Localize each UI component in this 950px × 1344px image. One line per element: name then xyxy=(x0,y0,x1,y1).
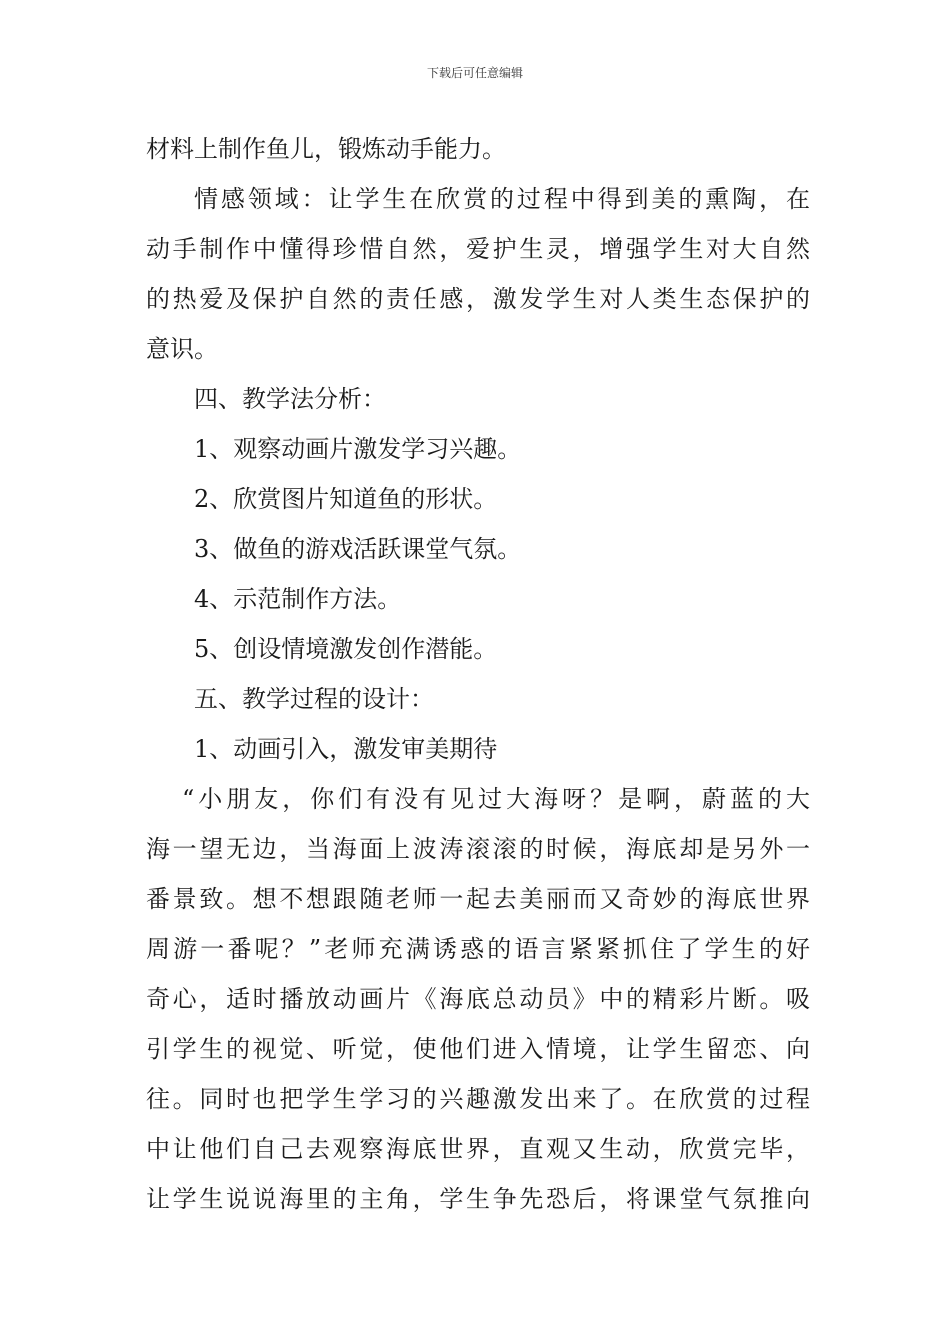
paragraph-line: 动手制作中懂得珍惜自然，爱护生灵，增强学生对大自然 xyxy=(146,235,810,263)
subsection-heading: 1、动画引入，激发审美期待 xyxy=(194,735,498,763)
paragraph-line: 奇心，适时播放动画片《海底总动员》中的精彩片断。吸 xyxy=(146,985,810,1013)
page-header: 下载后可任意编辑 xyxy=(426,66,523,80)
paragraph-line: 往。同时也把学生学习的兴趣激发出来了。在欣赏的过程 xyxy=(146,1085,810,1113)
paragraph-line: 情感领域：让学生在欣赏的过程中得到美的熏陶，在 xyxy=(194,185,810,213)
paragraph-line: 周游一番呢？”老师充满诱惑的语言紧紧抓住了学生的好 xyxy=(146,935,810,963)
section-heading: 四、教学法分析： xyxy=(194,385,386,413)
paragraph-line: 材料上制作鱼儿，锻炼动手能力。 xyxy=(146,135,506,163)
paragraph-line: 意识。 xyxy=(146,335,218,363)
paragraph-line: 让学生说说海里的主角，学生争先恐后，将课堂气氛推向 xyxy=(146,1185,810,1213)
paragraph-line: 的热爱及保护自然的责任感，激发学生对人类生态保护的 xyxy=(146,285,810,313)
list-item: 5、创设情境激发创作潜能。 xyxy=(194,635,498,663)
paragraph-line: 引学生的视觉、听觉，使他们进入情境，让学生留恋、向 xyxy=(146,1035,810,1063)
list-item: 4、示范制作方法。 xyxy=(194,585,402,613)
paragraph-line: 中让他们自己去观察海底世界，直观又生动，欣赏完毕， xyxy=(146,1135,810,1163)
list-item: 2、欣赏图片知道鱼的形状。 xyxy=(194,485,498,513)
section-heading: 五、教学过程的设计： xyxy=(194,685,434,713)
paragraph-line: “小朋友，你们有没有见过大海呀？是啊，蔚蓝的大 xyxy=(182,785,810,813)
list-item: 3、做鱼的游戏活跃课堂气氛。 xyxy=(194,535,522,563)
document-body xyxy=(146,124,810,1224)
paragraph-line: 海一望无边，当海面上波涛滚滚的时候，海底却是另外一 xyxy=(146,835,810,863)
list-item: 1、观察动画片激发学习兴趣。 xyxy=(194,435,522,463)
paragraph-line: 番景致。想不想跟随老师一起去美丽而又奇妙的海底世界 xyxy=(146,885,810,913)
